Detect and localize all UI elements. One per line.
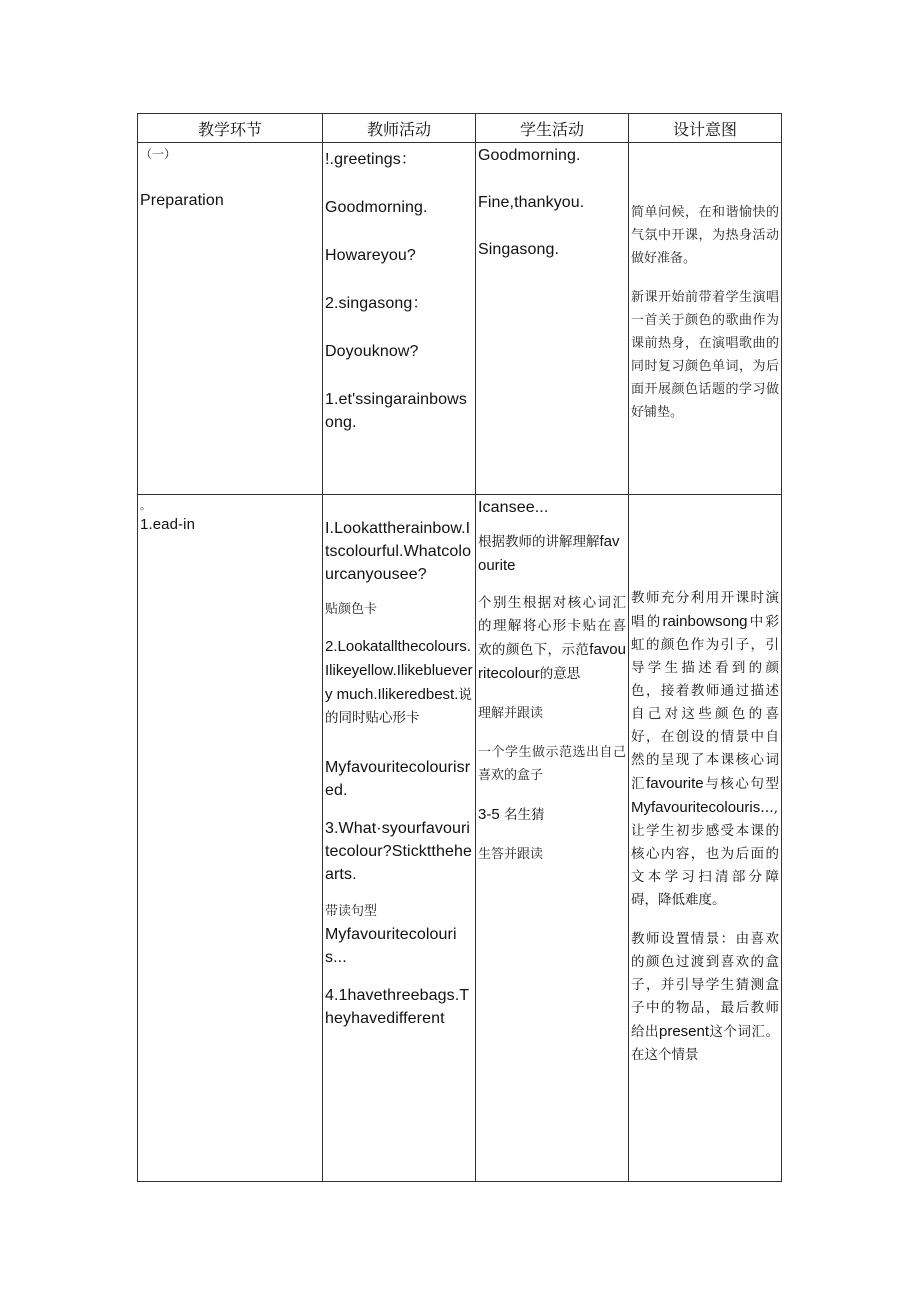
teacher-line: !.greetings： — [325, 151, 417, 168]
stage-mark: 。 — [140, 499, 151, 512]
header-teacher: 教师活动 — [323, 114, 476, 143]
table-row — [138, 143, 782, 495]
student-line: Fine,thankyou. — [478, 194, 585, 211]
teacher-line: 3.What·syourfavouritecolour?Sticktthehearts. — [325, 820, 472, 883]
student-line — [478, 530, 626, 578]
student-note: 名生猜 — [503, 807, 545, 823]
intent-paragraph: 简单问候，在和谐愉快的气氛中开课，为热身活动做好准备。 — [631, 205, 779, 266]
student-note: 个别生根据对核心词汇的理解将心形卡贴在喜欢的颜色下，示范 — [478, 595, 626, 658]
stage-name: 1.ead-in — [140, 516, 196, 533]
header-row — [138, 114, 782, 143]
teacher-line: I.Lookattherainbow.Itscolourful.Whatcolourcanyousee? — [325, 520, 472, 583]
teacher-cell — [323, 143, 476, 495]
student-line — [478, 592, 626, 686]
teacher-line: 2.singasong： — [325, 295, 429, 312]
teacher-english: 2.Lookatallthecolours.Ilikeyellow.Ilikebluevery much.Ilikeredbest. — [325, 638, 473, 703]
teacher-note: 贴颜色卡 — [325, 602, 378, 617]
intent-cell — [629, 143, 782, 495]
intent-english: favourite — [646, 775, 704, 792]
intent-text: 教师设置情景：由喜欢的颜色过渡到喜欢的盒子，并引导学生猜测盒子中的物品，最后教师给出 — [631, 931, 779, 1040]
student-line: Goodmorning. — [478, 147, 581, 164]
teacher-line: Goodmorning. — [325, 199, 428, 216]
table-row — [138, 495, 782, 1182]
teacher-line: Myfavouritecolouris... — [325, 926, 457, 966]
intent-cell — [629, 495, 782, 1182]
teacher-line: Myfavouritecolourisred. — [325, 759, 471, 799]
teacher-line: Howareyou? — [325, 247, 416, 264]
header-student: 学生活动 — [476, 114, 629, 143]
student-note: 的意思 — [539, 666, 581, 682]
student-cell — [476, 495, 629, 1182]
student-note: 根据教师的讲解理解 — [478, 534, 600, 550]
header-intent: 设计意图 — [629, 114, 782, 143]
stage-name: Preparation — [140, 192, 224, 209]
teacher-line: 1.et'ssingarainbowsong. — [325, 391, 467, 431]
intent-paragraph: 新课开始前带着学生演唱一首关于颜色的歌曲作为课前热身，在演唱歌曲的同时复习颜色单词，为后面开展颜色话题的学习做好铺垫。 — [631, 290, 779, 420]
intent-text: 中彩虹的颜色作为引子，引导学生描述看到的颜色，接着教师通过描述自己对这些颜色的喜好，在创设的情景中自然的呈现了本课核心词汇 — [631, 614, 779, 792]
intent-english: rainbowsong — [662, 613, 748, 630]
student-english: favourite — [478, 533, 620, 574]
intent-text: …,让学生初步感受本课的核心内容，也为后面的文本学习扫清部分障碍，降低难度。 — [631, 800, 779, 908]
student-line — [478, 803, 626, 827]
teacher-line: 4.1havethreebags.Theyhavedifferent — [325, 987, 470, 1027]
student-line: Singasong. — [478, 241, 560, 258]
teacher-note: 说的同时贴心形卡 — [325, 687, 472, 726]
intent-text: 这个词汇。在这个情景 — [631, 1024, 780, 1063]
student-line: 一个学生做示范选出自己喜欢的盒子 — [478, 745, 626, 783]
intent-paragraph — [631, 928, 779, 1067]
header-stage: 教学环节 — [138, 114, 323, 143]
student-english: 3-5 — [478, 806, 500, 823]
intent-paragraph — [631, 587, 779, 912]
stage-cell — [138, 143, 323, 495]
stage-cell — [138, 495, 323, 1182]
student-line: Icansee... — [478, 499, 549, 516]
intent-text: 教师充分利用开课时演唱的 — [631, 590, 779, 630]
stage-number: （一） — [140, 147, 177, 161]
teacher-cell — [323, 495, 476, 1182]
student-english: favouritecolour — [478, 641, 626, 682]
intent-english: Myfavouritecolouris — [631, 799, 761, 816]
intent-english: present — [659, 1023, 710, 1040]
student-line: 理解并跟读 — [478, 706, 544, 721]
student-cell — [476, 143, 629, 495]
teacher-line: Doyouknow? — [325, 343, 419, 360]
teacher-note: 带读句型 — [325, 904, 378, 919]
intent-text: 与核心句型 — [703, 776, 780, 792]
student-line: 生答并跟读 — [478, 847, 544, 862]
lesson-plan-table — [137, 113, 782, 1182]
teacher-line — [325, 635, 473, 730]
